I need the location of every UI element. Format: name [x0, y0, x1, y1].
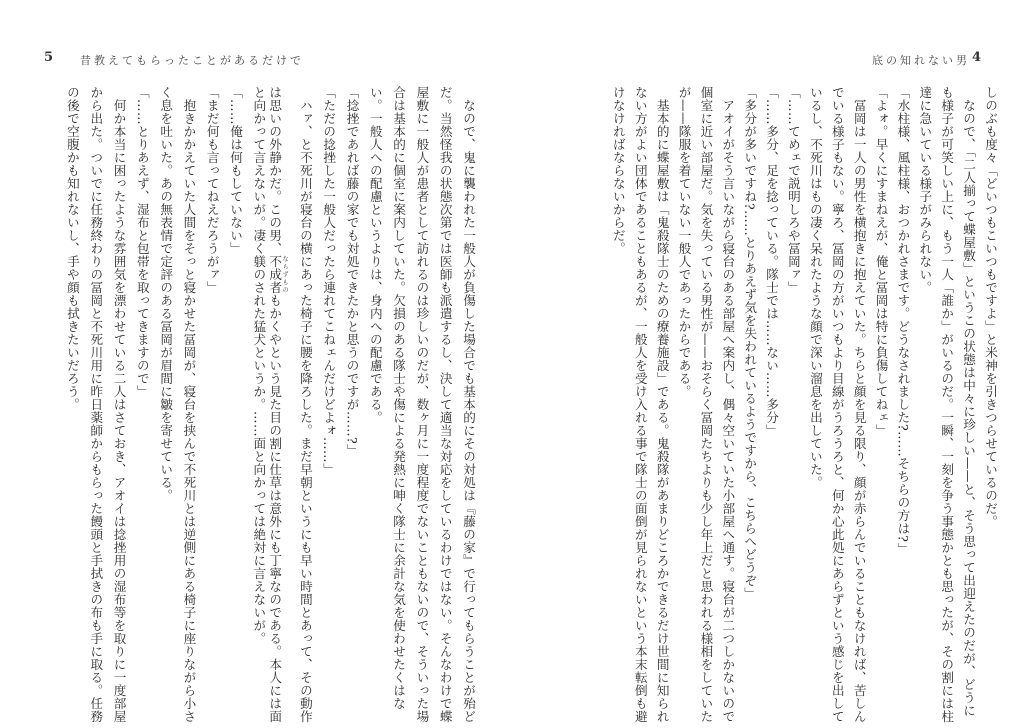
text-line: 「……多分、足を捻っている。隊士では……ない……多分」: [764, 86, 780, 437]
text-line: 「……俺は何もしていない」: [228, 86, 244, 255]
text-line: が——隊服を着ていない一般人であったからである。: [676, 86, 692, 398]
text-line: 何か本当に困ったような雰囲気を漂わせている二人はさておき、アオイは捻挫用の湿布等を取りに一度部屋: [111, 86, 127, 723]
text-line: しのぶも度々「どいつもこいつもですよ」と米神を引きつらせているのだ。: [983, 86, 998, 528]
text-line: 屋敷に一般人が患者として訪れるのは珍しいのだが、数ヶ月に一度程度でないこともないので、そういった場: [414, 86, 430, 723]
text-line: 合は基本的に個室に案内していた。欠損のある隊士や傷による発熱に呻く隊士に余計な気を使わせたくはな: [391, 86, 407, 710]
text-line: ハァ、と不死川が寝台の横にあった椅子に腰を降ろした。まだ早朝というにも早い時間とあって、その動作: [297, 86, 313, 723]
text-line: アオイがそう言いながら寝台のある部屋へ案内し、偶々空いていた小部屋へ通す。寝台が二つしかないので: [720, 86, 736, 723]
text-line: 達に急いている様子がみられない。: [917, 86, 933, 294]
text-line: だ。当然怪我の状態次第では医師も派遣するし、決して適当な対応をしているわけではない。そんなわけで蝶: [437, 86, 453, 723]
text-line: く息を吐いた。あの無表情で定評のある冨岡が眉間に皺を寄せている。: [158, 86, 174, 502]
text-line: 「捻挫であれば藤の家でも対処できたかと思うのですが……?」: [344, 86, 360, 458]
text-line: 「多分が多いですね?……とりあえず気を失われているようですから、こちらへどうぞ」: [742, 86, 758, 601]
ruby-base: 不成者: [267, 255, 283, 294]
running-title: 昔教えてもらったことがあるだけで: [80, 54, 304, 67]
text-line: 個室に近い部屋だ。気を失っている男性が——おそらく冨岡たちよりも少し年上だと思われる様相をしていた: [698, 86, 714, 723]
text-line: 「……てめェで説明しろや冨岡ァ」: [785, 86, 801, 294]
right-page: [512, 0, 1024, 728]
running-title: 底の知れない男: [872, 54, 970, 67]
text-line: い。一般人への配慮というよりは、身内への配慮である。: [367, 86, 383, 424]
text-segment: もかくやという見た目の割に仕草は意外にも丁寧なのである。本人には面: [267, 294, 283, 723]
text-line: の後で空腹かも知れないし、手や顔も拭きたいだろう。: [64, 86, 80, 411]
text-line: なので、「二人揃って蝶屋敷」というこの状態は中々に珍しい——と、そう思って出迎えたのだが、どうに: [961, 86, 977, 717]
text-line: から出た。ついでに任務終わりの冨岡と不死川用に昨日薬師からもらった饅頭と手拭きの布も手に取る。任務: [88, 86, 104, 723]
text-line: と向かって言えないが。凄く躾のされた猛犬というか。……面と向かっては絶対に言えないが。: [251, 86, 267, 645]
text-line: [264, 86, 289, 723]
text-line: 基本的に蝶屋敷は「鬼殺隊士のための療養施設」である。鬼殺隊があまりどころかできるだけ世間に知られ: [654, 86, 670, 723]
body-text: [55, 86, 476, 723]
page-number: 5: [44, 50, 54, 65]
text-line: いるし、不死川はもの凄く呆れたような顔で深い溜息を出していた。: [807, 86, 823, 489]
text-line: 「まだ何も言ってねえだろうがァ」: [204, 86, 220, 294]
text-line: 「……とりあえず、湿布と包帯を取ってきますので」: [134, 86, 150, 398]
text-line: なので、鬼に襲われた一般人が負傷した場合でも基本的にその対処は『藤の家』で行ってもらうことが殆ど: [461, 86, 476, 723]
text-line: けなければならないからだ。: [610, 86, 626, 255]
text-line: 「よォ。早くにすまねえが、俺と冨岡は特に負傷してねェ」: [873, 86, 889, 437]
page-number: 4: [972, 50, 982, 65]
text-line: でいる様子もない。寧ろ、冨岡の方がいつもより目線がうろうろと、何か心此処にあらずという感じを出して: [829, 86, 845, 723]
text-line: 冨岡は一人の男性を横抱きに抱えていた。ちらと顔を見る限り、顔が赤らんでいることもなければ、苦しん: [851, 86, 867, 723]
ruby-reading: ならずもの: [281, 255, 289, 294]
text-segment: は思いの外静かだ。この男、: [267, 86, 283, 255]
text-line: 抱きかかえていた人間をそっと寝かせた冨岡が、寝台を挟んで不死川とは逆側にある椅子に座りながら小さ: [181, 86, 197, 723]
text-line: ない方がよい団体であることもあるが、一般人を受け入れる事で隊士の面倒が見られないという本末転倒も避: [632, 86, 648, 723]
text-line: も様子が可笑しい上に、もう一人「誰か」がいるのだ。一瞬、一刻を争う事態かとも思ったが、その割には柱: [939, 86, 955, 723]
ruby-word: [267, 255, 289, 294]
text-line: 「ただの捻挫した一般人だったら連れてこねェんだけどよォ……」: [321, 86, 337, 476]
body-text: [602, 86, 998, 723]
text-line: 「水柱様、風柱様、おつかれさまです。どうなされました?……そちらの方は?」: [895, 86, 911, 556]
